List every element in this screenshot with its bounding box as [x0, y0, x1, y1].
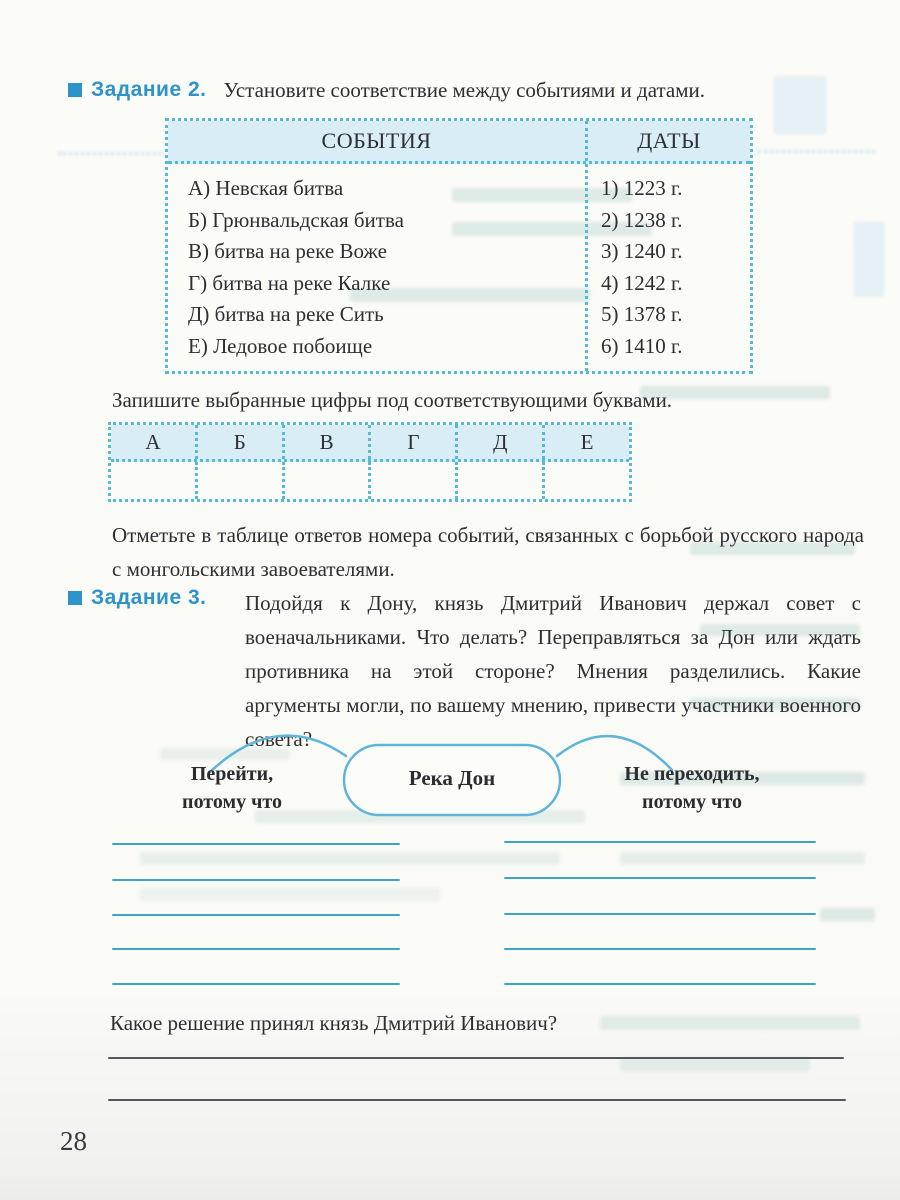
answer-blank-cell	[455, 462, 542, 499]
match-table-header-dates: ДАТЫ	[585, 121, 750, 161]
event-item: Д) битва на реке Сить	[188, 302, 384, 326]
task3-header	[68, 586, 206, 610]
answer-writing-line	[112, 983, 400, 985]
answer-letter: В	[282, 425, 369, 459]
match-table-dates-column	[585, 164, 750, 371]
river-don-label: Река Дон	[408, 766, 496, 790]
answer-writing-line	[504, 877, 816, 879]
decision-question: Какое решение принял князь Дмитрий Иванович?	[110, 1011, 558, 1035]
answer-letter: Д	[455, 425, 542, 459]
date-item: 6) 1410 г.	[601, 333, 683, 358]
bleed-through-artifact	[774, 76, 826, 134]
match-table-header-events: СОБЫТИЯ	[321, 128, 432, 153]
answer-writing-line	[108, 1057, 844, 1059]
match-table	[165, 118, 753, 374]
task-bullet-icon	[68, 83, 82, 97]
answer-blank-cell	[195, 462, 282, 499]
bleed-through-artifact	[140, 852, 560, 865]
answer-writing-line	[112, 948, 400, 950]
event-item: Г) битва на реке Калке	[188, 270, 391, 295]
bleed-through-artifact	[140, 888, 440, 901]
page-number: 28	[60, 1126, 87, 1156]
bleed-through-artifact	[620, 1058, 810, 1071]
answer-letter: А	[145, 429, 161, 454]
date-item: 1) 1223 г.	[601, 176, 683, 200]
answer-table-letter-row	[111, 425, 629, 462]
answer-letter: Б	[195, 425, 282, 459]
bleed-through-artifact	[58, 152, 162, 155]
date-item: 3) 1240 г.	[601, 239, 683, 263]
date-item: 5) 1378 г.	[601, 302, 683, 326]
answer-table-blank-row	[111, 462, 629, 499]
cross-option-label	[157, 760, 307, 816]
date-item: 4) 1242 г.	[601, 270, 683, 295]
stay-option-line2: потому что	[642, 791, 742, 813]
stay-option-label	[611, 760, 773, 816]
answer-writing-line	[112, 914, 400, 916]
event-item: Е) Ледовое побоище	[188, 333, 373, 358]
event-item: Б) Грюнвальдская битва	[188, 207, 404, 232]
answer-writing-line	[504, 841, 816, 843]
answer-writing-line	[504, 948, 816, 950]
answer-blank-cell	[111, 462, 195, 499]
task2-instruction: Установите соответствие между событиями и датами.	[223, 78, 706, 102]
answer-writing-line	[112, 843, 400, 845]
event-item: В) битва на реке Воже	[188, 239, 387, 263]
match-table-header-row	[168, 121, 750, 164]
bleed-through-artifact	[757, 150, 875, 153]
write-digits-instruction: Запишите выбранные цифры под соответствующими буквами.	[112, 388, 673, 412]
answer-blank-cell	[282, 462, 369, 499]
bleed-through-artifact	[620, 852, 865, 865]
match-table-body	[168, 164, 750, 371]
answer-table	[108, 422, 632, 502]
match-table-events-column	[168, 164, 585, 371]
stay-option-line1: Не переходить,	[624, 763, 760, 785]
answer-writing-line	[112, 879, 400, 881]
task3-instruction: Подойдя к Дону, князь Дмитрий Иванович держал совет с военачальниками. Что делать? Переправляться за Дон или ждать противника на этой стороне? Мнения разделились. Какие аргументы могли, по вашему мнению, привести участники военного совета?	[245, 591, 861, 751]
mark-instruction: Отметьте в таблице ответов номера событий, связанных с борьбой русского народа с монгольскими завоевателями.	[112, 523, 864, 581]
date-item: 2) 1238 г.	[601, 207, 683, 232]
answer-writing-line	[504, 913, 816, 915]
task3-label: Задание 3.	[91, 586, 207, 609]
bleed-through-artifact	[854, 222, 884, 297]
cross-option-line1: Перейти,	[190, 763, 274, 785]
answer-blank-cell	[542, 462, 629, 499]
answer-letter: Г	[368, 425, 455, 459]
answer-letter: Е	[542, 425, 629, 459]
answer-writing-line	[108, 1099, 846, 1101]
bleed-through-artifact	[820, 908, 875, 921]
cross-option-line2: потому что	[182, 791, 282, 813]
task2-header	[68, 78, 705, 103]
answer-blank-cell	[368, 462, 455, 499]
event-item: А) Невская битва	[188, 176, 344, 200]
task-bullet-icon	[68, 591, 82, 605]
task2-label: Задание 2.	[91, 78, 207, 101]
answer-writing-line	[504, 983, 816, 985]
